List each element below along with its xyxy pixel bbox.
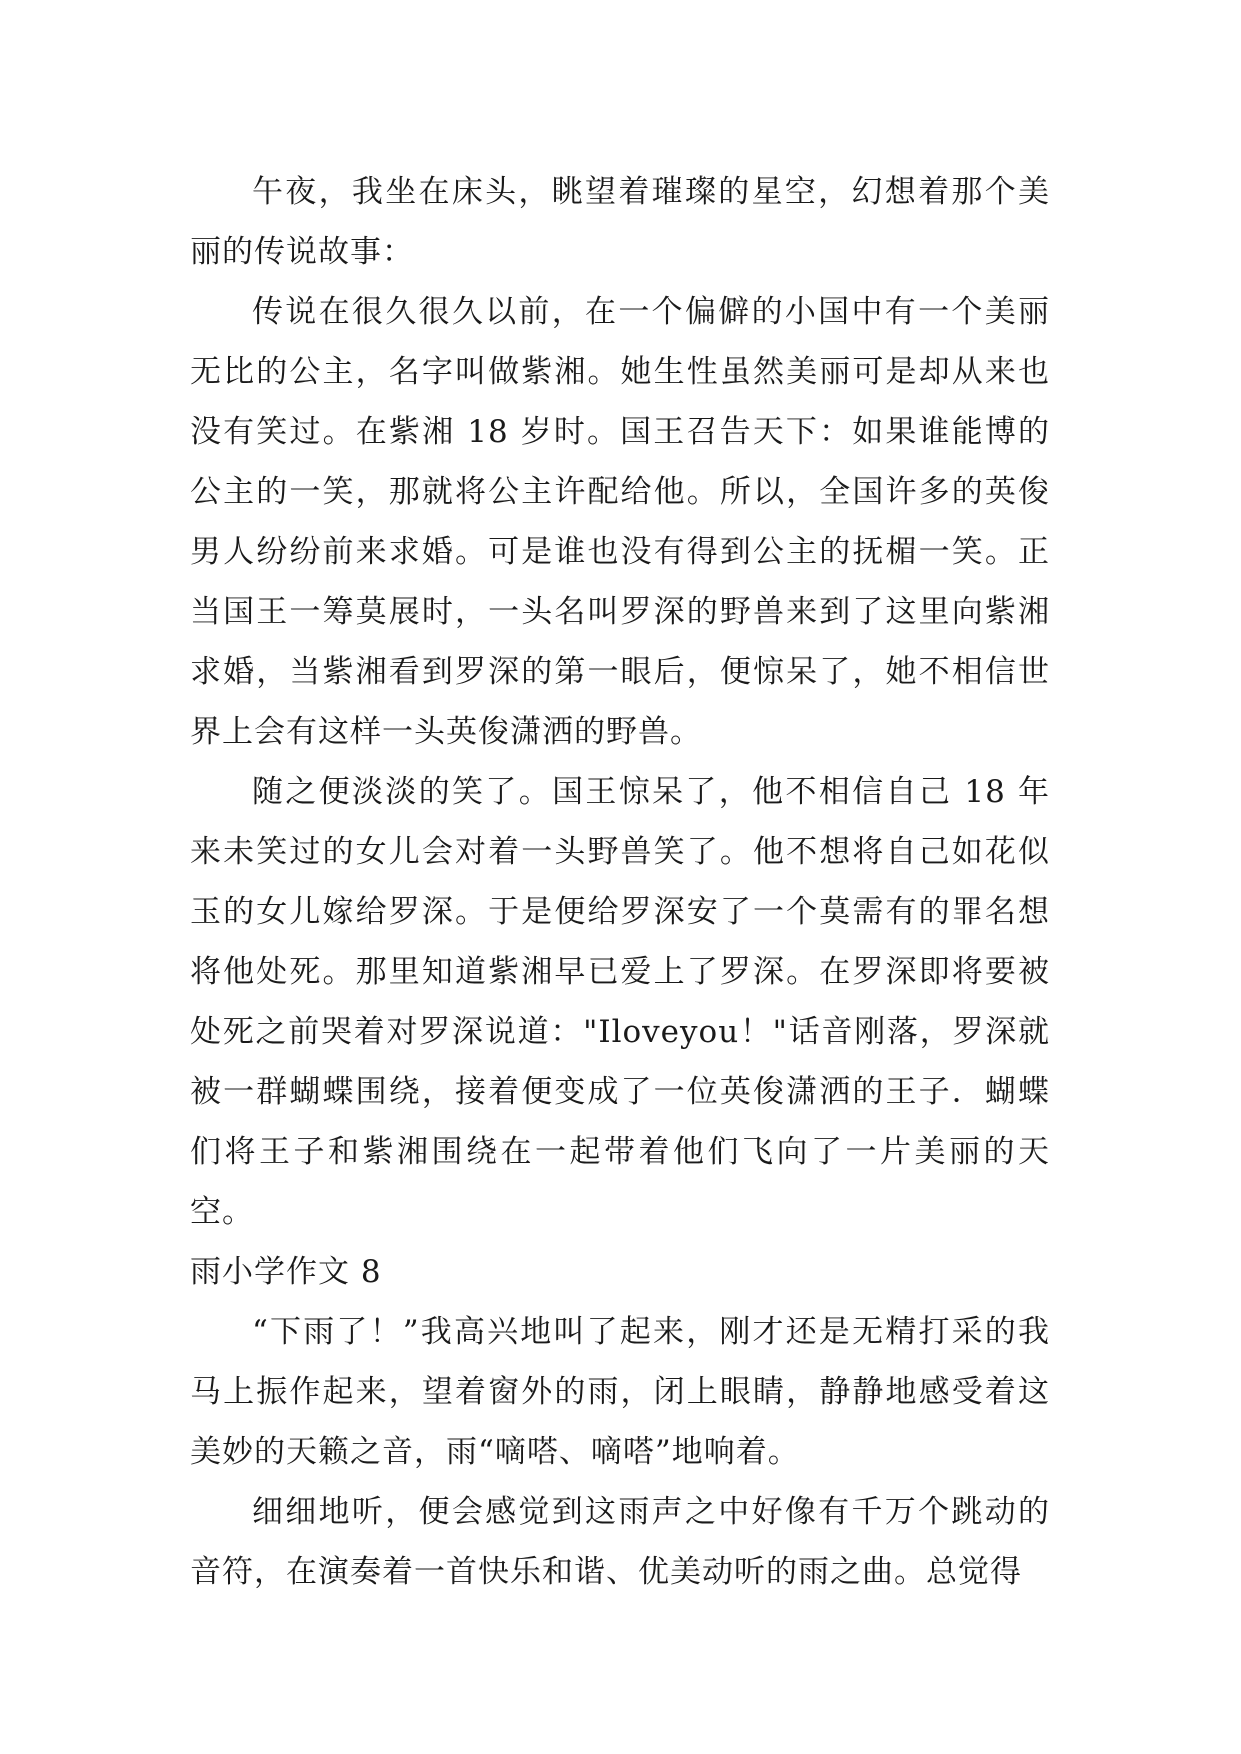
- document-body: [190, 162, 1050, 1602]
- paragraph-legend: 传说在很久很久以前，在一个偏僻的小国中有一个美丽无比的公主，名字叫做紫湘。她生性虽然美丽可是却从来也没有笑过。在紫湘 18 岁时。国王召告天下：如果谁能博的公主的一笑，那就将公主许配给他。所以，全国许多的英俊男人纷纷前来求婚。可是谁也没有得到公主的抚楣一笑。正当国王一筹莫展时，一头名叫罗深的野兽来到了这里向紫湘求婚，当紫湘看到罗深的第一眼后，便惊呆了，她不相信世界上会有这样一头英俊潇洒的野兽。: [190, 294, 1050, 750]
- paragraph-prince: 随之便淡淡的笑了。国王惊呆了，他不相信自己 18 年来未笑过的女儿会对着一头野兽笑了。他不想将自己如花似玉的女儿嫁给罗深。于是便给罗深安了一个莫需有的罪名想将他处死。那里知道紫湘早已爱上了罗深。在罗深即将要被处死之前哭着对罗深说道："Iloveyou！"话音刚落，罗深就被一群蝴蝶围绕，接着便变成了一位英俊潇洒的王子．蝴蝶们将王子和紫湘围绕在一起带着他们飞向了一片美丽的天空。: [190, 774, 1050, 1230]
- section-heading: 雨小学作文 8: [190, 1254, 382, 1290]
- paragraph-rain-listen: 细细地听，便会感觉到这雨声之中好像有千万个跳动的音符，在演奏着一首快乐和谐、优美动听的雨之曲。总觉得: [190, 1494, 1050, 1590]
- paragraph-rain-start: “下雨了！”我高兴地叫了起来，刚才还是无精打采的我马上振作起来，望着窗外的雨，闭上眼睛，静静地感受着这美妙的天籁之音，雨“嘀嗒、嘀嗒”地响着。: [190, 1314, 1050, 1470]
- paragraph-midnight: 午夜，我坐在床头，眺望着璀璨的星空，幻想着那个美丽的传说故事：: [190, 174, 1050, 270]
